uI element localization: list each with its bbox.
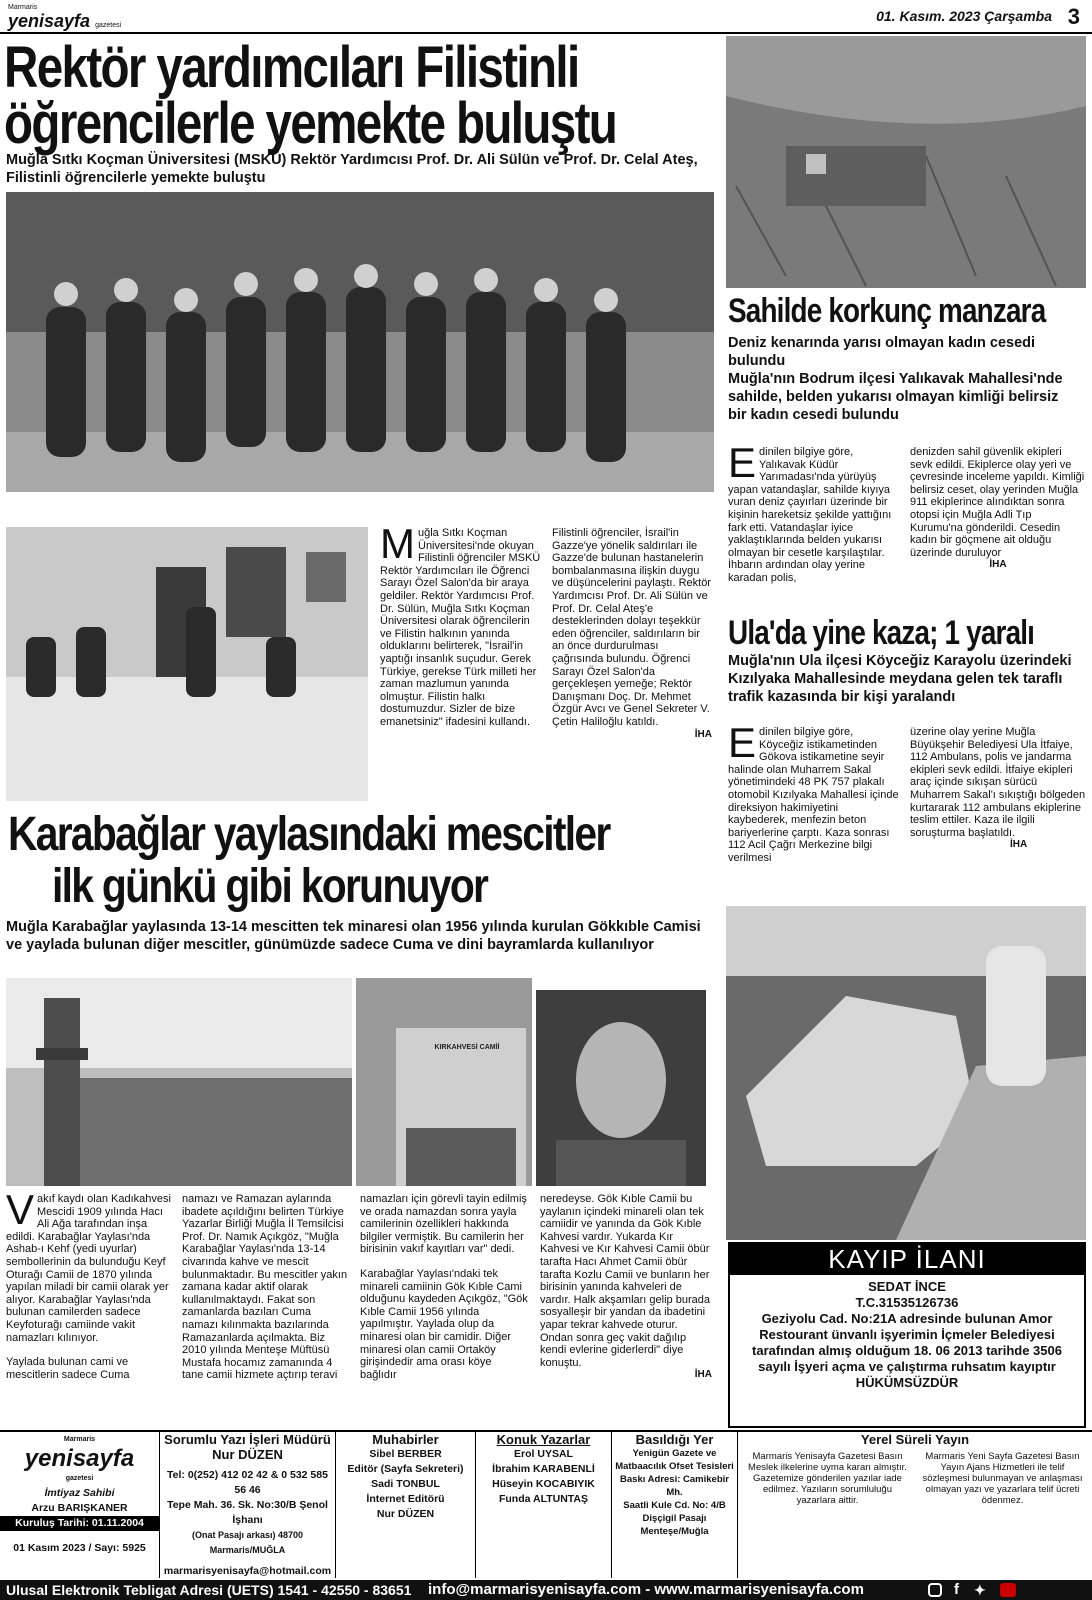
mosque-sign: KIRKAHVESİ CAMİİ [434, 1044, 500, 1051]
footer-print2: Matbaacılık Ofset Tesisleri [615, 1461, 734, 1472]
story4-headline: Ula'da yine kaza; 1 yaralı [728, 614, 1035, 652]
story2-portrait-photo [536, 990, 706, 1186]
masthead-rule [0, 32, 1092, 34]
story2-deck: Muğla Karabağlar yaylasında 13-14 mescitten tek minaresi olan 1956 yılında kurulan Gökkıble Camisi ve yaylada bulunan diğer mescitler, günümüzde sadece Cuma ve dini bayramlarda kullanılıyor [6, 919, 701, 953]
footer-editor-name: Nur DÜZEN [212, 1447, 283, 1462]
story4-agency: İHA [1010, 839, 1028, 851]
story1-dropcap: M [380, 520, 415, 567]
story4-dropcap: E [728, 719, 757, 766]
story2-col3-text: namazları için görevli tayin edilmiş ve orada namazdan sonra yayla camilerinin özellikleri hakkında bilgiler vermiştik. Bu camilerin her birisinin vakıf kayıtları var" dedi. [360, 1193, 527, 1256]
footer-local2: Marmaris Yeni Sayfa Gazetesi Basın Yayın Ajans Hizmetleri ile telif sözleşmesi bulunmayan ve anlaşması olmayan yazı ve yazarlara telif ücreti ödenmez. [922, 1451, 1083, 1506]
footer-print4: Saatli Kule Cd. No: 4/B [623, 1500, 726, 1511]
footer-guest3: Hüseyin KOCABIYIK [492, 1478, 595, 1490]
story2-col4 [540, 1193, 712, 1382]
footer-local [738, 1432, 1092, 1578]
story1-col1-text: uğla Sıtkı Koçman Üniversitesi'nde okuyan Filistinli öğrenciler MSKÜ Rektör Yardımcıları ile Öğrenci Sarayı Özel Salon'da bir araya geldiler. Rektör Yardımcısı Prof. Dr. Sülün, Muğla Sıtkı Koçman Üniversitesi olarak öğrencilerin ve Filistin halkının yanında olduklarını belirterek, "İsrail'in yaptığı insanlık suçudur. Gerek Türkiye, gerekse Türk milleti her zaman mazlumun yanında olmuştur. Filistin halkı dostumuzdur. Sizler de bize emanetsiniz" ifadesini kullandı. [380, 527, 541, 728]
footer-logo-small: Marmaris [63, 1436, 96, 1443]
lost-notice-name: SEDAT İNCE [868, 1279, 946, 1294]
story2-col1-text: akıf kaydı olan Kadıkahvesi Mescidi 1909 yılında Hacı Ali Ağa tarafından inşa edildi. Karabağlar Yaylası'nda Ashab-ı Kehf (yedi uyurlar) sembollerinin da bulunduğu Keyf Oturağı Camii de 1870 yılında yapılan miladi bir camii olarak yer alıyor. Karabağlar Yaylası'nda bulunan camilerden sadece Keyfoturağı camiinde vakit namazları kılınıyor. [6, 1193, 171, 1344]
story4-deck: Muğla'nın Ula ilçesi Köyceğiz Karayolu üzerindeki Kızılyaka Mahallesinde meydana gelen tek taraflı trafik kazasında bir kişi yaralandı [728, 653, 1072, 705]
footer-print-title: Basıldığı Yer [635, 1432, 714, 1447]
story2-col1b-text: Yaylada bulunan cami ve mescitlerin sadece Cuma [6, 1356, 130, 1381]
story2-mosque-photo [356, 978, 532, 1186]
story1-deck: Muğla Sıtkı Koçman Üniversitesi (MSKÜ) Rektör Yardımcısı Prof. Dr. Ali Sülün ve Prof. Dr. Celal Ateş, Filistinli öğrencilerle yemekte buluştu [6, 152, 698, 186]
footer-owner-name: Arzu BARIŞKANER [31, 1502, 128, 1514]
story3-col1-text: dinilen bilgiye göre, Yalıkavak Küdür Yarımadası'nda yürüyüş yapan vatandaşlar, sahilde kıyıya vuran deniz çayırları üzerinde bir kişinin hareketsiz şekilde yattığını fark etti. Vatandaşlar iyice yaklaştıklarında belden yukarısı olmayan bir cesetle karşılaştılar. İhbarın ardından olay yerine karadan polis, [728, 446, 892, 584]
lost-notice-box [728, 1242, 1086, 1428]
story2-dropcap: V [6, 1186, 35, 1233]
lost-notice-title: KAYIP İLANI [730, 1244, 1084, 1275]
footer-issue: 01 Kasım 2023 / Sayı: 5925 [13, 1542, 146, 1554]
story2-headline-line1: Karabağlar yaylasındaki mescitler [8, 808, 610, 861]
footer-editor-title: Sorumlu Yazı İşleri Müdürü [164, 1432, 331, 1447]
footer-local-title: Yerel Süreli Yayın [860, 1432, 970, 1447]
facebook-icon[interactable]: f [954, 1581, 959, 1598]
story2-col2: namazı ve Ramazan aylarında ibadete açıldığını belirten Türkiye Yazarlar Birliği Muğla İl Temsilcisi Prof. Dr. Namık Açıkgöz, "Muğla Karabağlar Yaylası'nda 13-14 civarında kahve ve mescit bulunmaktadır. Bu mescitler yakın zamana kadar aktif olarak kullanılmaktaydı. Fakat son zamanlarda bazıları Cuma namazı kılınmakta bazılarında Ramazanlarda açılmakta. Biz 2010 yılında Menteşe Müftüsü Mustafa hocamız zamanında 4 tane camii hizmete açtırıp teravi [182, 1193, 348, 1382]
footer-guest2: İbrahim KARABENLİ [492, 1463, 595, 1475]
story2-agency: İHA [694, 1369, 712, 1381]
footer-print5: Dişçigil Pasajı Menteşe/Muğla [640, 1513, 709, 1537]
story3-col2-text: denizden sahil güvenlik ekipleri sevk edildi. Ekiplerce olay yeri ve çevresinde inceleme yapıldı. Kimliği belirsiz ceset, olay yerinden Muğla 911 ekiplerince alındıktan sonra otopsi için Muğla Adli Tıp Kurumu'na gönderildi. Cesedin kadın bir göçmene ait olduğu üzerinde duruluyor [910, 446, 1085, 559]
youtube-icon[interactable] [1000, 1583, 1016, 1597]
story2-headline-line2: ilk günkü gibi korunuyor [52, 860, 488, 913]
story1-col2 [552, 527, 712, 741]
story2-minaret-photo [6, 978, 352, 1186]
footer-email[interactable]: marmarisyenisayfa@hotmail.com [163, 1565, 332, 1577]
story3-agency: İHA [989, 559, 1007, 571]
story4-col2 [910, 726, 1086, 852]
issue-date: 01. Kasım. 2023 Çarşamba [876, 8, 1052, 24]
story2-col3b-text: Karabağlar Yaylası'ndaki tek minareli camiinin Gök Kıble Cami olduğunu kaydeden Açıkgöz, "Gök Kıble Camii 1956 yılında yapılmıştır. Yaylada olup da minaresi olan bir camidir. Diğer minaresi olan camii Ortaköy girişindedir ama orası köye bağlıdır [360, 1267, 528, 1381]
story4-col1-text: dinilen bilgiye göre, Köyceğiz istikametinden Gökova istikametine seyir halinde olan Muharrem Sakal yönetimindeki 48 PK 757 plakalı otomobil Kızılyaka Mahallesi içinde direksiyon hakimiyetini kaybederek, menfezin beton bariyerlerine çarptı. Kaza sonrası 112 Acil Çağrı Merkezine bilgi verilmesi [728, 726, 899, 864]
logo-text: yenisayfa [8, 11, 91, 31]
story4-col2-text: üzerine olay yerine Muğla Büyükşehir Belediyesi Ula İtfaiye, 112 Ambulans, polis ve jandarma ekipleri sevk edildi. İtfaiye ekipleri araç içinde sıkışan sürücü Muharrem Sakal'ı sıkıştığı bölgeden kurtararak 112 ambulans ekiplerine teslim ettiler. Kaza ile ilgili soruşturma başlatıldı. [910, 726, 1086, 839]
story3-col1 [728, 439, 900, 585]
bottom-bar [0, 1580, 1092, 1600]
footer-founded: Kuruluş Tarihi: 01.11.2004 [0, 1516, 159, 1531]
footer-owner-title: İmtiyaz Sahibi [44, 1487, 115, 1499]
story1-col2-text: Filistinli öğrenciler, İsrail'in Gazze'ye yönelik saldırıları ile Gazze'de bulunan hastanelerin bombalanmasına ilişkin duygu ve düşüncelerini paylaştı. Rektör Yardımcısı Prof. Dr. Ali Sülün ve Prof. Dr. Celal Ateş'e desteklerinden dolayı teşekkür eden öğrenciler, saldırıların bir an önce durdurulması çağrısında bulundu. Öğrenci Sarayı Özel Salon'da gerçekleşen yemeğe; Rektör Danışmanı Doç. Dr. Mehmet Özgür Avcı ve Genel Sekreter V. Çetin Haliloğlu katıldı. [552, 527, 711, 728]
story3-col2 [910, 446, 1086, 572]
lost-notice-id: T.C.31535126736 [855, 1295, 959, 1310]
footer-guests-title: Konuk Yazarlar [496, 1432, 591, 1447]
footer-reporter4: İnternet Editörü [366, 1493, 445, 1505]
logo-small: Marmaris [8, 4, 38, 11]
story1-headline-line1: Rektör yardımcıları Filistinli [4, 35, 579, 100]
bottom-contact[interactable]: info@marmarisyenisayfa.com - www.marmarisyenisayfa.com [428, 1581, 864, 1598]
story1-meeting-photo [6, 527, 368, 801]
footer-phone: Tel: 0(252) 412 02 42 & 0 532 585 56 46 [167, 1469, 328, 1496]
lost-notice-end: HÜKÜMSÜZDÜR [855, 1375, 959, 1390]
footer-owner [0, 1432, 160, 1578]
footer [0, 1432, 1092, 1578]
footer-print1: Yenigün Gazete ve [632, 1448, 717, 1459]
lost-notice-body: Geziyolu Cad. No:21A adresinde bulunan Amor Restourant ünvanlı işyerimin İçmeler Belediyesi tarafından almış olduğum 18. 06 2013 tarihde 3506 sayılı İşyeri açma ve çalıştırma ruhsatım kayıptır [752, 1311, 1062, 1374]
story2-col3 [360, 1193, 530, 1381]
instagram-icon[interactable] [928, 1583, 942, 1597]
footer-reporter3: Sadi TONBUL [371, 1478, 440, 1490]
footer-print3: Baskı Adresi: Camikebir Mh. [620, 1474, 729, 1498]
footer-editor [160, 1432, 336, 1578]
story2-col4-text: neredeyse. Gök Kıble Camii bu yaylanın içindeki minareli olan tek camiidir ve yanında da Gök Kıble Kahvesi vardır. Yukarda Kır Kahvesi ve Kır Kahvesi Camii öbür tarafta Hacı Ahmet Camii öbür tarafta Kozlu Camii ve bunların her birisinin yanında kahveleri de vardır. Halk akşamları gelip burada sosyalleşir bir yandan da ibadetini yapar tekrar kahvede oturur. Ondan sonra geç vakit dağılıp kendi evlerine giderlerdi" diye konuştu. [540, 1193, 710, 1369]
footer-address: Tepe Mah. 36. Sk. No:30/B Şenol İşhanı [167, 1499, 328, 1526]
footer-guest4: Funda ALTUNTAŞ [498, 1493, 589, 1505]
footer-reporter2: Editör (Sayfa Sekreteri) [347, 1463, 464, 1475]
footer-guest1: Erol UYSAL [514, 1448, 573, 1460]
footer-address2: (Onat Pasajı arkası) 48700 Marmaris/MUĞLA [191, 1530, 304, 1555]
footer-reporter5: Nur DÜZEN [376, 1508, 435, 1520]
footer-local1: Marmaris Yenisayfa Gazetesi Basın Meslek ilkelerine uyma kararı almıştır. Gazetemize gönderilen yazılar iade edilmez. Yazıların sorumluluğu yazarlara aittir. [748, 1451, 907, 1506]
footer-print [612, 1432, 738, 1578]
footer-logo: yenisayfa [24, 1445, 135, 1472]
story3-deck: Deniz kenarında yarısı olmayan kadın cesedi bulundu Muğla'nın Bodrum ilçesi Yalıkavak Mahallesi'nde sahilde, belden yukarısı olmayan kimliği belirsiz bir kadın cesedi bulundu [728, 335, 1063, 423]
story4-col1 [728, 719, 900, 865]
footer-logo-sub: gazetesi [65, 1475, 94, 1482]
masthead-logo [8, 4, 121, 32]
story3-shore-photo [726, 36, 1086, 288]
footer-guests [476, 1432, 612, 1578]
story4-crash-photo [726, 906, 1086, 1240]
story1-headline [4, 35, 617, 156]
logo-sub: gazetesi [95, 22, 122, 29]
story1-col1 [380, 520, 542, 729]
story3-dropcap: E [728, 439, 757, 486]
footer-reporters-title: Muhabirler [372, 1432, 439, 1447]
story2-col1 [6, 1186, 174, 1381]
story1-headline-line2: öğrencilerle yemekte buluştu [4, 91, 617, 156]
page-number: 3 [1067, 4, 1080, 29]
story3-headline: Sahilde korkunç manzara [728, 292, 1046, 330]
twitter-icon[interactable]: ✦ [974, 1582, 986, 1598]
footer-reporter1: Sibel BERBER [369, 1448, 442, 1460]
footer-reporters [336, 1432, 476, 1578]
story1-agency: İHA [694, 728, 712, 740]
bottom-uets: Ulusal Elektronik Tebligat Adresi (UETS) 1541 - 42550 - 83651 [6, 1582, 412, 1598]
story1-group-photo [6, 192, 714, 492]
